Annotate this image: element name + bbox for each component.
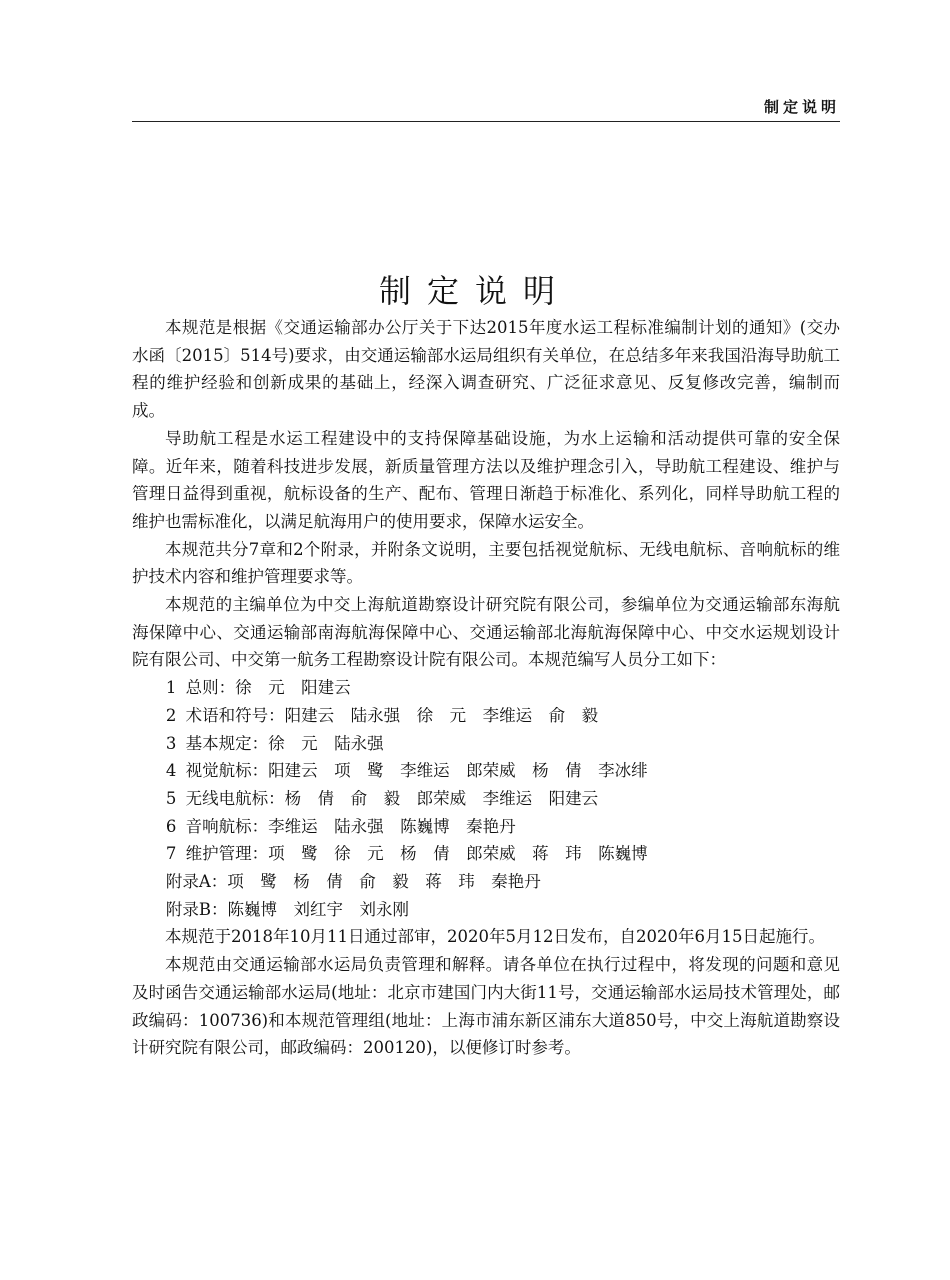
page-title: 制定说明 bbox=[378, 272, 571, 311]
paragraph-dates: 本规范于2018年10月11日通过部审，2020年5月12日发布，自2020年6月15日起施行。 bbox=[165, 927, 825, 947]
list-item: 4 视觉航标：阳建云 项 鹭 李维运 郎荣威 杨 倩 李冰绯 bbox=[165, 761, 648, 781]
list-item: 1 总则：徐 元 阳建云 bbox=[165, 678, 351, 698]
list-item: 2 术语和符号：阳建云 陆永强 徐 元 李维运 俞 毅 bbox=[165, 705, 599, 725]
paragraph-contact: 本规范由交通运输部水运局负责管理和解释。请各单位在执行过程中，将发现的问题和意见及时函告交通运输部水运局(地址：北京市建国门内大街11号，交通运输部水运局技术管理处，邮政编码：100736)和本规范管理组(地址：上海市浦东新区浦东大道850号，中交上海航道勘察设计研究院有限公司，邮政编码：200120)，以便修订时参考。 bbox=[132, 955, 840, 1058]
list-item: 附录B：陈巍博 刘红宇 刘永刚 bbox=[165, 899, 409, 919]
list-item: 5 无线电航标：杨 倩 俞 毅 郎荣威 李维运 阳建云 bbox=[165, 788, 599, 808]
paragraph-structure: 本规范共分7章和2个附录，并附条文说明，主要包括视觉航标、无线电航标、音响航标的维护技术内容和维护管理要求等。 bbox=[132, 539, 840, 587]
assignment-list bbox=[132, 674, 840, 923]
list-item: 3 基本规定：徐 元 陆永强 bbox=[165, 733, 384, 753]
running-header-title: 制定说明 bbox=[763, 98, 840, 116]
paragraph-editors: 本规范的主编单位为中交上海航道勘察设计研究院有限公司，参编单位为交通运输部东海航海保障中心、交通运输部南海航海保障中心、交通运输部北海航海保障中心、中交水运规划设计院有限公司、中交第一航务工程勘察设计院有限公司。本规范编写人员分工如下： bbox=[132, 595, 840, 670]
document-body bbox=[132, 314, 840, 1062]
paragraph-background: 导助航工程是水运工程建设中的支持保障基础设施，为水上运输和活动提供可靠的安全保障。近年来，随着科技进步发展，新质量管理方法以及维护理念引入，导助航工程建设、维护与管理日益得到重视，航标设备的生产、配布、管理日渐趋于标准化、系列化，同样导助航工程的维护也需标准化，以满足航海用户的使用要求，保障水运安全。 bbox=[132, 428, 840, 531]
list-item: 附录A：项 鹭 杨 倩 俞 毅 蒋 玮 秦艳丹 bbox=[165, 872, 541, 892]
list-item: 7 维护管理：项 鹭 徐 元 杨 倩 郎荣威 蒋 玮 陈巍博 bbox=[165, 844, 648, 864]
paragraph-basis: 本规范是根据《交通运输部办公厅关于下达2015年度水运工程标准编制计划的通知》(交办水函〔2015〕514号)要求，由交通运输部水运局组织有关单位，在总结多年来我国沿海导助航工程的维护经验和创新成果的基础上，经深入调查研究、广泛征求意见、反复修改完善，编制而成。 bbox=[132, 318, 840, 421]
header-divider bbox=[132, 121, 840, 122]
list-item: 6 音响航标：李维运 陆永强 陈巍博 秦艳丹 bbox=[165, 816, 516, 836]
